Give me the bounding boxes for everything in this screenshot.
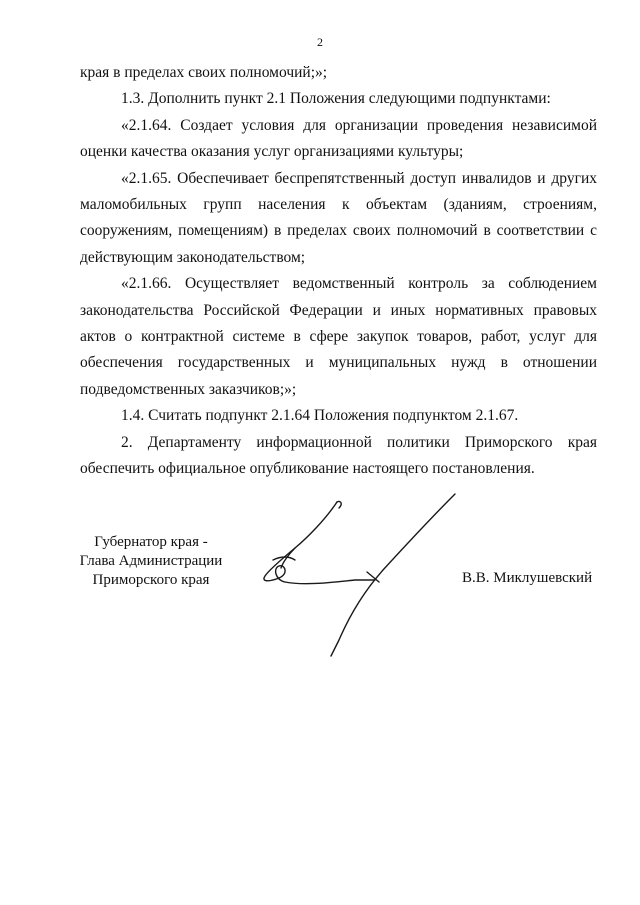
handwritten-signature xyxy=(255,490,475,660)
document-body xyxy=(80,60,597,483)
signatory-title-line: Приморского края xyxy=(92,572,210,588)
signatory-name: В.В. Миклушевский xyxy=(462,570,593,586)
paragraph: 2. Департаменту информационной политики Приморского края обеспечить официальное опубликование настоящего постановления. xyxy=(80,433,597,478)
signatory-title xyxy=(52,533,250,590)
signatory-title-line: Губернатор края - xyxy=(94,534,208,550)
paragraph: «2.1.66. Осуществляет ведомственный контроль за соблюдением законодательства Российской Федерации и иных нормативных правовых актов о контрактной системе в сфере закупок товаров, работ, услуг для обеспечения государственных и муниципальных нужд в отношении подведомственных заказчиков;»; xyxy=(80,275,597,398)
paragraph: края в пределах своих полномочий;»; xyxy=(80,64,328,81)
paragraph: 1.4. Считать подпункт 2.1.64 Положения подпунктом 2.1.67. xyxy=(121,407,519,425)
paragraph: 1.3. Дополнить пункт 2.1 Положения следующими подпунктами: xyxy=(121,90,551,108)
page-number: 2 xyxy=(317,35,323,49)
paragraph: «2.1.65. Обеспечивает беспрепятственный доступ инвалидов и других маломобильных групп населения к объектам (зданиям, строениям, сооружениям, помещениям) в пределах своих полномочий в соответствии с действующим законодательством; xyxy=(80,169,597,266)
signatory-title-line: Глава Администрации xyxy=(79,553,223,569)
paragraph: «2.1.64. Создает условия для организации проведения независимой оценки качества оказания услуг организациями культуры; xyxy=(80,116,597,161)
